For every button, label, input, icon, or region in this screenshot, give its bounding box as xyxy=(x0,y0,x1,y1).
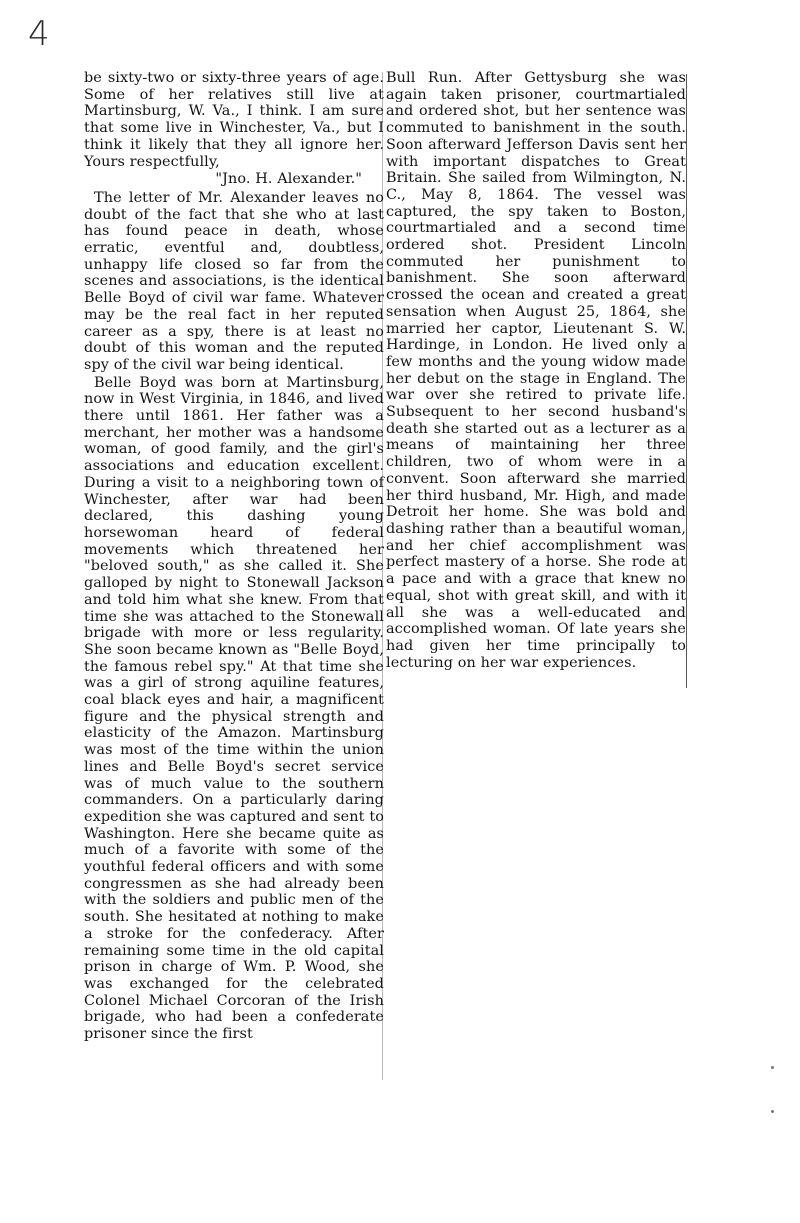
scan-speck xyxy=(771,1066,774,1069)
article-paragraph: The letter of Mr. Alexander leaves no doubt of the fact that she who at last has found peace in death, whose erratic, eventful and, doubtless, unhappy life closed so far from the scenes and associations, is the identical Belle Boyd of civil war fame. Whatever may be the real fact in her reputed career as a spy, there is at least no doubt of this woman and the reputed spy of the civil war being identical. xyxy=(84,189,384,373)
scan-speck xyxy=(771,1110,774,1113)
article-column-left xyxy=(84,70,384,1044)
article-paragraph: be sixty-two or sixty-three years of age. Some of her relatives still live at Martinsburg, W. Va., I think. I am sure that some live in Winchester, Va., but I think it likely that they all ignore her. Yours respectfully, xyxy=(84,70,384,170)
article-paragraph: Bull Run. After Gettysburg she was again taken prisoner, courtmartialed and ordered shot, but her sentence was commuted to banishment in the south. Soon afterward Jefferson Davis sent her with important dispatches to Great Britain. She sailed from Wilmington, N. C., May 8, 1864. The vessel was captured, the spy taken to Boston, courtmartialed and a second time ordered shot. President Lincoln commuted her punishment to banishment. She soon afterward crossed the ocean and created a great sensation when August 25, 1864, she married her captor, Lieutenant S. W. Hardinge, in London. He lived only a few months and the young widow made her debut on the stage in England. The war over she retired to private life. Subsequent to her second husband's death she started out as a lecturer as a means of maintaining her three children, two of whom were in a convent. Soon afterward she married her third husband, Mr. High, and made Detroit her home. She was bold and dashing rather than a beautiful woman, and her chief accomplishment was perfect mastery of a horse. She rode at a pace and with a grace that knew no equal, shot with great skill, and with it all she was a well-educated and accomplished woman. Of late years she had given her time principally to lecturing on her war experiences. xyxy=(386,70,686,671)
page-number: 4 xyxy=(28,14,50,54)
article-paragraph: Belle Boyd was born at Martinsburg, now in West Virginia, in 1846, and lived there until 1861. Her father was a merchant, her mother was a handsome woman, of good family, and the girl's associations and education excellent. During a visit to a neighboring town of Winchester, after war had been declared, this dashing young horsewoman heard of federal movements which threatened her "beloved south," as she called it. She galloped by night to Stonewall Jackson and told him what she knew. From that time she was attached to the Stonewall brigade with more or less regularity. She soon became known as "Belle Boyd, the famous rebel spy." At that time she was a girl of strong aquiline features, coal black eyes and hair, a magnificent figure and the physical strength and elasticity of the Amazon. Martinsburg was most of the time within the union lines and Belle Boyd's secret service was of much value to the southern commanders. On a particularly daring expedition she was captured and sent to Washington. Here she became quite as much of a favorite with some of the youthful federal officers and with some congressmen as she had already been with the soldiers and public men of the south. She hesitated at nothing to make a stroke for the confederacy. After remaining some time in the old capital prison in charge of Wm. P. Wood, she was exchanged for the celebrated Colonel Michael Corcoran of the Irish brigade, who had been a confederate prisoner since the first xyxy=(84,374,384,1043)
letter-signature: "Jno. H. Alexander." xyxy=(215,171,362,188)
clipping-edge xyxy=(686,74,687,688)
article-column-right xyxy=(386,70,686,672)
